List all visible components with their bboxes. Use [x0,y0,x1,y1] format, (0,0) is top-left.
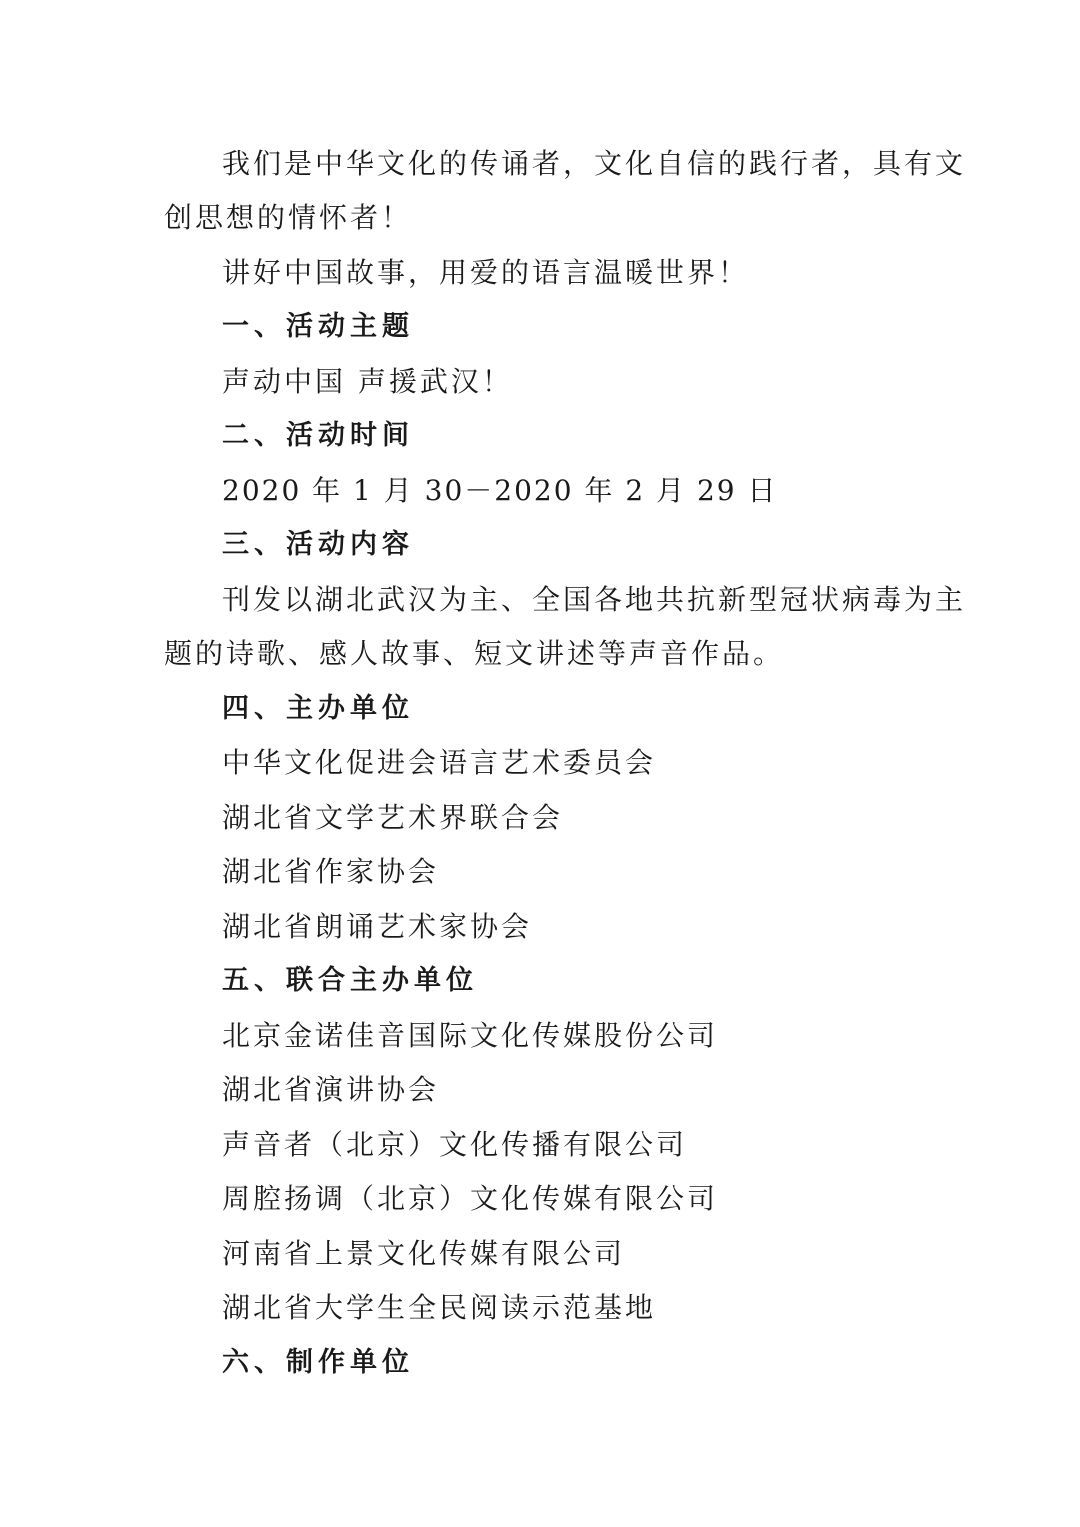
co-organizer-item: 北京金诺佳音国际文化传媒股份公司 [222,1019,719,1052]
co-organizer-item: 周腔扬调（北京）文化传媒有限公司 [222,1182,719,1215]
theme-text: 声动中国 声援武汉！ [222,365,513,398]
co-organizer-item: 河南省上景文化传媒有限公司 [222,1237,626,1270]
content-line-1: 刊发以湖北武汉为主、全国各地共抗新型冠状病毒为主 [222,583,967,616]
section-heading-theme: 一、活动主题 [222,311,414,342]
organizer-item: 湖北省朗诵艺术家协会 [222,910,533,943]
intro-slogan: 讲好中国故事，用爱的语言温暖世界！ [222,256,750,289]
co-organizer-item: 湖北省大学生全民阅读示范基地 [222,1291,657,1324]
section-heading-time: 二、活动时间 [222,420,414,451]
section-heading-content: 三、活动内容 [222,529,414,560]
section-heading-organizers: 四、主办单位 [222,693,414,724]
co-organizer-item: 声音者（北京）文化传播有限公司 [222,1128,688,1161]
content-line-2: 题的诗歌、感人故事、短文讲述等声音作品。 [164,637,785,670]
intro-line-2: 创思想的情怀者！ [164,201,413,234]
section-heading-co-organizers: 五、联合主办单位 [222,965,478,996]
organizer-item: 湖北省作家协会 [222,855,440,888]
intro-line-1: 我们是中华文化的传诵者，文化自信的践行者，具有文 [222,147,967,180]
organizer-item: 中华文化促进会语言艺术委员会 [222,746,657,779]
time-text: 2020 年 1 月 30－2020 年 2 月 29 日 [222,474,778,507]
co-organizer-item: 湖北省演讲协会 [222,1073,440,1106]
section-heading-producers: 六、制作单位 [222,1347,414,1378]
organizer-item: 湖北省文学艺术界联合会 [222,801,564,834]
